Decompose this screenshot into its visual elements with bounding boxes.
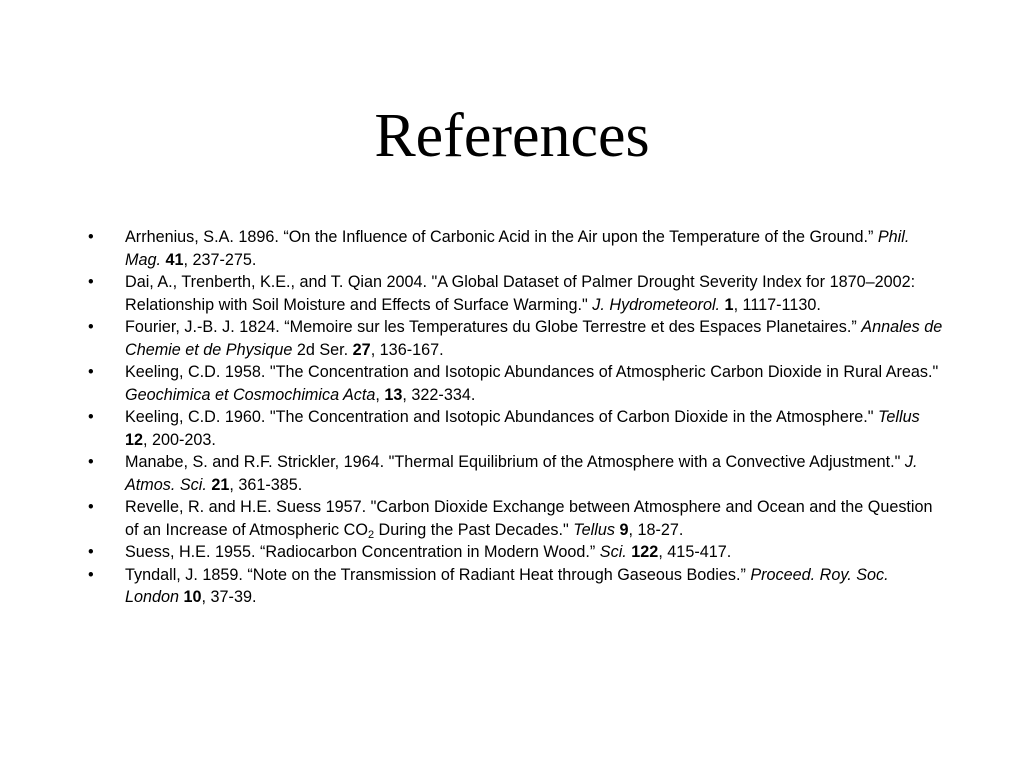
reference-item (88, 496, 944, 541)
reference-item (88, 451, 944, 496)
reference-volume: 122 (631, 543, 659, 561)
bullet-icon: • (88, 408, 94, 426)
reference-item (88, 406, 944, 451)
reference-text: Fourier, J.-B. J. 1824. “Memoire sur les Temperatures du Globe Terrestre et des Espaces Planetaires.” (125, 318, 862, 336)
bullet-icon: • (88, 363, 94, 381)
bullet-icon: • (88, 543, 94, 561)
reference-item (88, 316, 944, 361)
reference-journal: J. Hydrometeorol. (592, 295, 721, 314)
reference-pages: , 361-385. (229, 475, 303, 494)
reference-volume: 10 (183, 588, 202, 606)
reference-journal: Tellus (877, 408, 920, 426)
reference-pages: , 1117-1130. (733, 295, 821, 314)
reference-journal: J. Atmos. Sci. (125, 453, 918, 494)
reference-item (88, 271, 944, 316)
reference-text: Suess, H.E. 1955. “Radiocarbon Concentration in Modern Wood.” (125, 543, 600, 561)
reference-text-continued: During the Past Decades." (374, 520, 574, 539)
reference-separator: 2d Ser. (292, 340, 353, 359)
reference-pages: , 136-167. (370, 340, 444, 359)
reference-pages: , 200-203. (143, 430, 216, 449)
reference-volume: 12 (125, 430, 144, 449)
reference-item (88, 226, 944, 271)
reference-text: Keeling, C.D. 1958. "The Concentration and Isotopic Abundances of Atmospheric Carbon Dioxide in Rural Areas." (125, 363, 939, 381)
reference-text: Arrhenius, S.A. 1896. “On the Influence of Carbonic Acid in the Air upon the Temperature of the Ground.” (125, 228, 878, 246)
reference-text: Revelle, R. and H.E. Suess 1957. "Carbon Dioxide Exchange between Atmosphere and Ocean and the Question of an Increase of Atmospheric CO (125, 498, 933, 539)
references-list (88, 226, 944, 609)
reference-journal: Proceed. Roy. Soc. London (125, 565, 889, 606)
reference-pages: , 415-417. (658, 543, 732, 561)
reference-subscript: 2 (367, 528, 375, 541)
reference-journal: Sci. (599, 543, 627, 561)
reference-journal: Geochimica et Cosmochimica Acta (125, 385, 376, 404)
reference-journal: Tellus (573, 520, 615, 539)
reference-journal: Phil. Mag. (125, 228, 910, 269)
reference-separator: , (375, 385, 385, 404)
reference-pages: , 37-39. (201, 588, 257, 606)
reference-text: Keeling, C.D. 1960. "The Concentration and Isotopic Abundances of Carbon Dioxide in the Atmosphere." (125, 408, 878, 426)
reference-volume: 41 (165, 250, 184, 269)
bullet-icon: • (88, 498, 94, 516)
reference-pages: , 322-334. (402, 385, 476, 404)
bullet-icon: • (88, 318, 94, 336)
slide-title: References (374, 102, 650, 170)
reference-volume: 13 (384, 385, 403, 404)
reference-text: Tyndall, J. 1859. “Note on the Transmission of Radiant Heat through Gaseous Bodies.” (125, 565, 751, 584)
bullet-icon: • (88, 565, 94, 584)
reference-volume: 1 (724, 295, 734, 314)
reference-volume: 21 (211, 475, 230, 494)
bullet-icon: • (88, 273, 94, 291)
reference-journal: Annales de Chemie et de Physique (125, 318, 943, 359)
reference-item (88, 564, 944, 609)
reference-pages: , 237-275. (183, 250, 257, 269)
reference-volume: 9 (619, 520, 629, 539)
bullet-icon: • (88, 228, 94, 246)
reference-text: Dai, A., Trenberth, K.E., and T. Qian 2004. "A Global Dataset of Palmer Drought Severity Index for 1870–2002: Relationship with Soil Moisture and Effects of Surface Warming." (125, 273, 916, 314)
reference-text: Manabe, S. and R.F. Strickler, 1964. "Thermal Equilibrium of the Atmosphere with a Convective Adjustment." (125, 453, 905, 471)
reference-item (88, 361, 944, 406)
reference-item (88, 541, 944, 564)
reference-volume: 27 (352, 340, 371, 359)
reference-pages: , 18-27. (628, 520, 684, 539)
bullet-icon: • (88, 453, 94, 471)
